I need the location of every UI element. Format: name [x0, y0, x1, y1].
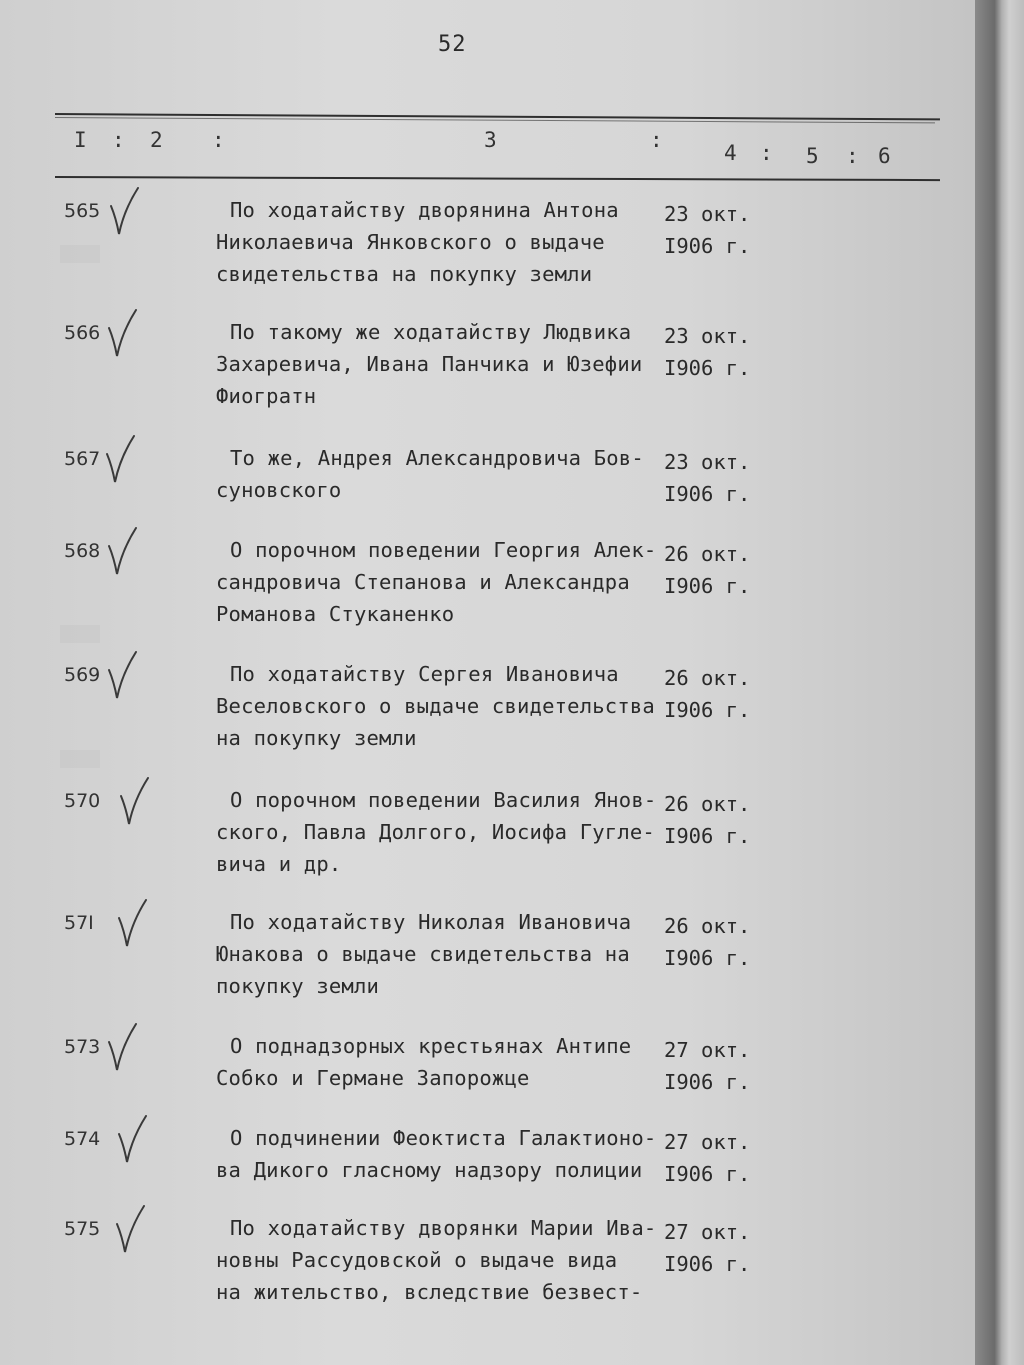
col-header-sep-3: : [650, 128, 663, 152]
col-header-3: 3 [484, 128, 497, 152]
col-header-6: 6 [878, 144, 891, 168]
entry-description-line: суновского [216, 478, 342, 502]
entry-description-line: свидетельства на покупку земли [216, 262, 593, 286]
entry-description-line: сандровича Степанова и Александра [216, 570, 630, 594]
entry-date-day: 26 окт. [664, 666, 751, 690]
bleed-through-mark [60, 750, 100, 768]
page-number: 52 [438, 32, 467, 57]
entry-date-year: I906 г. [664, 1252, 751, 1276]
entry-description-line: О порочном поведении Василия Янов- [230, 788, 657, 812]
entry-date-day: 27 окт. [664, 1130, 751, 1154]
entry-description-line: Романова Стуканенко [216, 602, 455, 626]
col-header-sep-4: : [760, 141, 773, 165]
checkmark-icon [116, 1114, 150, 1166]
entry-description-line: на покупку земли [216, 726, 417, 750]
entry-description-line: новны Рассудовской о выдаче вида [216, 1248, 618, 1272]
entry-date-day: 27 окт. [664, 1220, 751, 1244]
entry-description-line: Собко и Германе Запорожце [216, 1066, 530, 1090]
col-header-4: 4 [724, 141, 737, 165]
bleed-through-mark [60, 245, 100, 263]
entry-description-line: покупку земли [216, 974, 380, 998]
col-header-5: 5 [806, 144, 819, 168]
entry-description-line: Николаевича Янковского о выдаче [216, 230, 605, 254]
entry-date-day: 26 окт. [664, 792, 751, 816]
col-header-sep-2: : [212, 128, 225, 152]
entry-description-line: По такому же ходатайству Людвика [230, 320, 632, 344]
entry-description-line: ского, Павла Долгого, Иосифа Гугле- [216, 820, 655, 844]
entry-description-line: Захаревича, Ивана Панчика и Юзефии [216, 352, 643, 376]
col-header-sep-1: : [112, 128, 125, 152]
checkmark-icon [114, 1204, 148, 1256]
col-header-2: 2 [150, 128, 163, 152]
entry-date-day: 23 окт. [664, 450, 751, 474]
checkmark-icon [104, 434, 138, 486]
checkmark-icon [106, 526, 140, 578]
entry-description-line: По ходатайству дворянина Антона [230, 198, 619, 222]
checkmark-icon [108, 186, 142, 238]
entry-date-year: I906 г. [664, 1070, 751, 1094]
entry-date-year: I906 г. [664, 234, 751, 258]
entry-description-line: По ходатайству дворянки Марии Ива- [230, 1216, 657, 1240]
entry-description-line: на жительство, вследствие безвест- [216, 1280, 643, 1304]
entry-number: 573 [64, 1036, 101, 1058]
entry-date-day: 23 окт. [664, 324, 751, 348]
entry-date-year: I906 г. [664, 698, 751, 722]
checkmark-icon [116, 898, 150, 950]
entry-number: 57I [64, 912, 94, 934]
entry-number: 574 [64, 1128, 101, 1150]
entry-number: 569 [64, 664, 101, 686]
entry-description-line: Фиогратн [216, 384, 317, 408]
checkmark-icon [106, 650, 140, 702]
entry-number: 575 [64, 1218, 101, 1240]
entry-date-year: I906 г. [664, 946, 751, 970]
col-header-1: I [74, 128, 87, 152]
entry-date-year: I906 г. [664, 824, 751, 848]
entry-date-day: 26 окт. [664, 542, 751, 566]
entry-description-line: По ходатайству Николая Ивановича [230, 910, 632, 934]
entry-number: 566 [64, 322, 101, 344]
entry-number: 570 [64, 790, 101, 812]
checkmark-icon [106, 1022, 140, 1074]
checkmark-icon [106, 308, 140, 360]
entry-description-line: О порочном поведении Георгия Алек- [230, 538, 657, 562]
entry-date-year: I906 г. [664, 482, 751, 506]
entry-date-day: 26 окт. [664, 914, 751, 938]
entry-number: 567 [64, 448, 101, 470]
checkmark-icon [118, 776, 152, 828]
entry-date-day: 23 окт. [664, 202, 751, 226]
entry-description-line: О поднадзорных крестьянах Антипе [230, 1034, 632, 1058]
entry-number: 565 [64, 200, 101, 222]
entry-date-year: I906 г. [664, 1162, 751, 1186]
header-rule-bottom [55, 176, 940, 181]
entry-description-line: То же, Андрея Александровича Бов- [230, 446, 644, 470]
col-header-sep-5: : [846, 144, 859, 168]
entry-description-line: ва Дикого гласному надзору полиции [216, 1158, 643, 1182]
entry-description-line: вича и др. [216, 852, 342, 876]
entry-date-year: I906 г. [664, 574, 751, 598]
entry-date-year: I906 г. [664, 356, 751, 380]
page-edge-shadow [975, 0, 1024, 1365]
bleed-through-mark [60, 625, 100, 643]
entry-description-line: О подчинении Феоктиста Галактионо- [230, 1126, 657, 1150]
entry-number: 568 [64, 540, 101, 562]
entry-description-line: По ходатайству Сергея Ивановича [230, 662, 619, 686]
entry-description-line: Веселовского о выдаче свидетельства [216, 694, 655, 718]
entry-date-day: 27 окт. [664, 1038, 751, 1062]
entry-description-line: Юнакова о выдаче свидетельства на [216, 942, 630, 966]
